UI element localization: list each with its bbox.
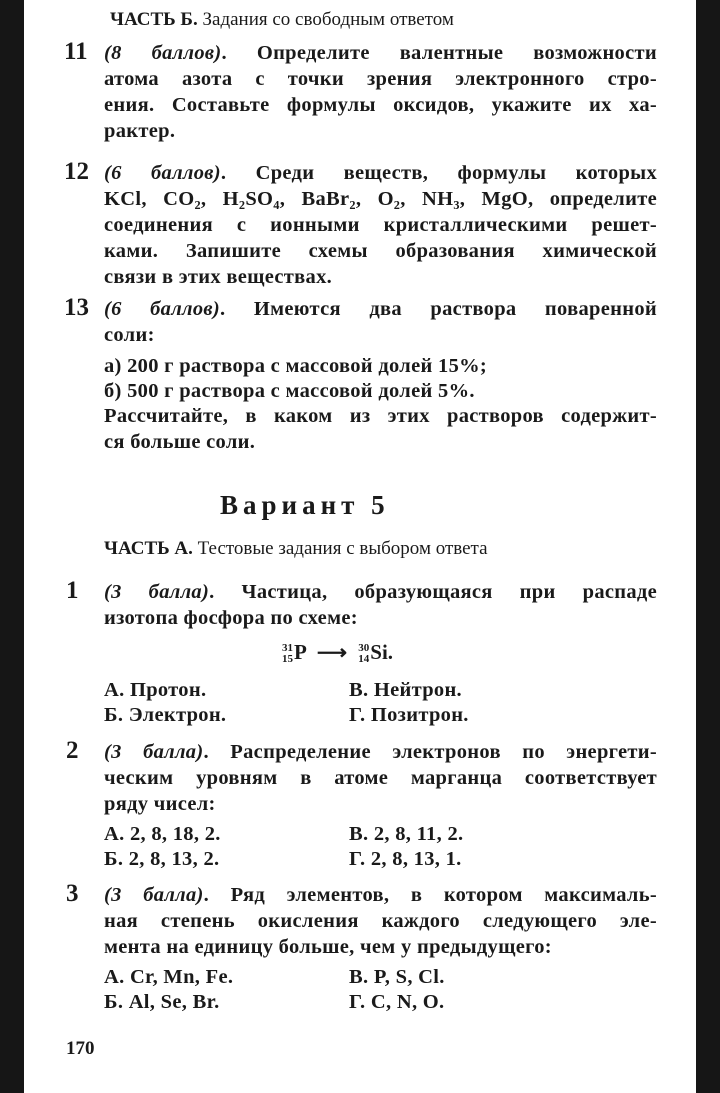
task-13-line-1: (6 баллов). Имеются два раствора поваренной xyxy=(104,298,657,320)
task-13-points: (6 баллов) xyxy=(104,298,220,320)
task-12-line-5: связи в этих веществах. xyxy=(104,266,333,288)
question-3-points: (3 балла) xyxy=(104,884,204,906)
question-1-line-1: (3 балла). Частица, образующаяся при распаде xyxy=(104,581,657,603)
question-1-points: (3 балла) xyxy=(104,581,210,603)
task-12-line-2: KCl, CO₂, H₂SO₄, BaBr₂, O₂, NH₃, MgO, определите xyxy=(104,188,657,210)
variant-title: Вариант 5 xyxy=(220,490,390,520)
question-2-option-g: Г. 2, 8, 13, 1. xyxy=(349,848,462,870)
question-3-option-a: А. Cr, Mn, Fe. xyxy=(104,966,234,988)
phosphorus-symbol: P xyxy=(294,640,306,664)
task-11-line-2: атома азота с точки зрения электронного стро- xyxy=(104,68,657,90)
question-2-line-1: (3 балла). Распределение электронов по энергети- xyxy=(104,741,657,763)
textbook-page xyxy=(24,0,696,1093)
page-number: 170 xyxy=(66,1038,95,1059)
task-11-line-4: рактер. xyxy=(104,120,176,142)
task-12-line-3: соединения с ионными кристаллическими решет- xyxy=(104,214,657,236)
task-13-line-6: ся больше соли. xyxy=(104,431,256,453)
question-2-points: (3 балла) xyxy=(104,741,204,763)
question-3-number: 3 xyxy=(66,880,79,907)
task-12-line-4: ками. Запишите схемы образования химической xyxy=(104,240,657,262)
question-2-line-2: ческим уровням в атоме марганца соответствует xyxy=(104,767,657,789)
part-b-title: Задания со свободным ответом xyxy=(197,9,454,30)
question-2-option-a: А. 2, 8, 18, 2. xyxy=(104,823,221,845)
task-13-line-2: соли: xyxy=(104,324,155,346)
task-13-line-5: Рассчитайте, в каком из этих растворов содержит- xyxy=(104,405,657,427)
part-b-label: ЧАСТЬ Б. xyxy=(110,9,198,30)
silicon-isotope-numbers: 30 14 xyxy=(358,642,370,666)
question-3-option-g: Г. C, N, O. xyxy=(349,991,445,1013)
question-2-number: 2 xyxy=(66,737,79,764)
part-b-header xyxy=(110,9,454,31)
question-1-number: 1 xyxy=(66,577,79,604)
task-11-line-3: ения. Составьте формулы оксидов, укажите их ха- xyxy=(104,94,657,116)
question-1-option-v: В. Нейтрон. xyxy=(349,679,462,701)
question-2-option-b: Б. 2, 8, 13, 2. xyxy=(104,848,220,870)
task-11-number: 11 xyxy=(64,38,88,65)
question-3-line-3: мента на единицу больше, чем у предыдущего: xyxy=(104,936,552,958)
question-2-option-v: В. 2, 8, 11, 2. xyxy=(349,823,464,845)
task-13-option-a: а) 200 г раствора с массовой долей 15%; xyxy=(104,355,488,377)
question-2-line-3: ряду чисел: xyxy=(104,793,216,815)
question-3-option-b: Б. Al, Se, Br. xyxy=(104,991,220,1013)
task-11-line-1: (8 баллов). Определите валентные возможности xyxy=(104,42,657,64)
task-12-points: (6 баллов) xyxy=(104,162,221,184)
reaction-arrow: ⟶ xyxy=(316,640,348,664)
task-11-points: (8 баллов) xyxy=(104,42,222,64)
part-a-label: ЧАСТЬ А. xyxy=(104,538,193,559)
silicon-symbol: Si. xyxy=(370,640,394,664)
task-13-number: 13 xyxy=(64,294,89,321)
task-13-option-b: б) 500 г раствора с массовой долей 5%. xyxy=(104,380,475,402)
part-a-header xyxy=(104,538,488,560)
question-1-option-g: Г. Позитрон. xyxy=(349,704,469,726)
phosphorus-isotope-numbers: 31 15 xyxy=(282,642,293,666)
question-1-option-b: Б. Электрон. xyxy=(104,704,227,726)
task-12-number: 12 xyxy=(64,158,89,185)
question-1-option-a: А. Протон. xyxy=(104,679,207,701)
question-3-line-2: ная степень окисления каждого следующего эле- xyxy=(104,910,657,932)
question-1-line-2: изотопа фосфора по схеме: xyxy=(104,607,358,629)
question-3-line-1: (3 балла). Ряд элементов, в котором максималь- xyxy=(104,884,657,906)
part-a-title: Тестовые задания с выбором ответа xyxy=(192,538,488,559)
task-12-line-1: (6 баллов). Среди веществ, формулы которых xyxy=(104,162,658,184)
question-3-option-v: В. P, S, Cl. xyxy=(349,966,445,988)
decay-equation xyxy=(282,640,393,665)
